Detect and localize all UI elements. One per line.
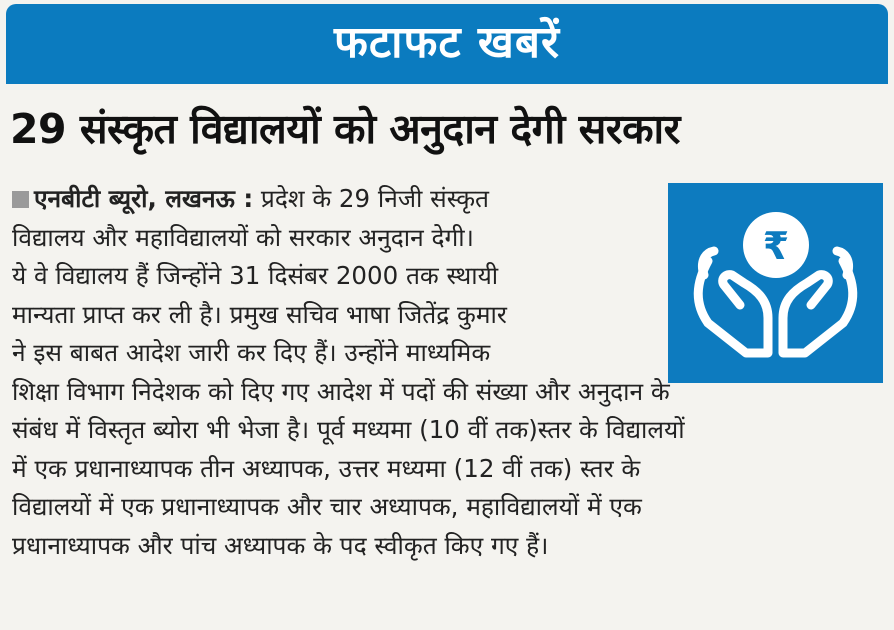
article-headline: 29 संस्कृत विद्यालयों को अनुदान देगी सरकार <box>10 105 680 153</box>
article-line <box>12 180 882 219</box>
article-line: संबंध में विस्तृत ब्योरा भी भेजा है। पूर्व मध्यमा (10 वीं तक)स्तर के विद्यालयों <box>12 415 685 444</box>
banner-title: फटाफट खबरें <box>333 17 561 68</box>
article-line: ये वे विद्यालय हैं जिन्होंने 31 दिसंबर 2000 तक स्थायी <box>12 261 499 290</box>
article-line: विद्यालय और महाविद्यालयों को सरकार अनुदान देगी। <box>12 222 474 252</box>
article-byline: एनबीटी ब्यूरो, लखनऊ : <box>34 184 254 213</box>
section-banner <box>6 4 888 84</box>
article-line: में एक प्रधानाध्यापक तीन अध्यापक, उत्तर मध्यमा (12 वीं तक) स्तर के <box>12 453 641 483</box>
article-line: मान्यता प्राप्त कर ली है। प्रमुख सचिव भाषा जितेंद्र कुमार <box>12 299 507 329</box>
article-line: प्रधानाध्यापक और पांच अध्यापक के पद स्वीकृत किए गए हैं। <box>12 530 549 560</box>
article-line: विद्यालयों में एक प्रधानाध्यापक और चार अध्यापक, महाविद्यालयों में एक <box>12 492 642 521</box>
article-line: शिक्षा विभाग निदेशक को दिए गए आदेश में पदों की संख्या और अनुदान के <box>12 376 670 406</box>
rupee-symbol: ₹ <box>762 224 790 268</box>
article-body <box>12 180 882 565</box>
article-line: ने इस बाबत आदेश जारी कर दिए हैं। उन्होंने माध्यमिक <box>12 338 491 367</box>
article-line-text: प्रदेश के 29 निजी संस्कृत <box>253 184 490 213</box>
bullet-square-icon <box>12 191 29 208</box>
